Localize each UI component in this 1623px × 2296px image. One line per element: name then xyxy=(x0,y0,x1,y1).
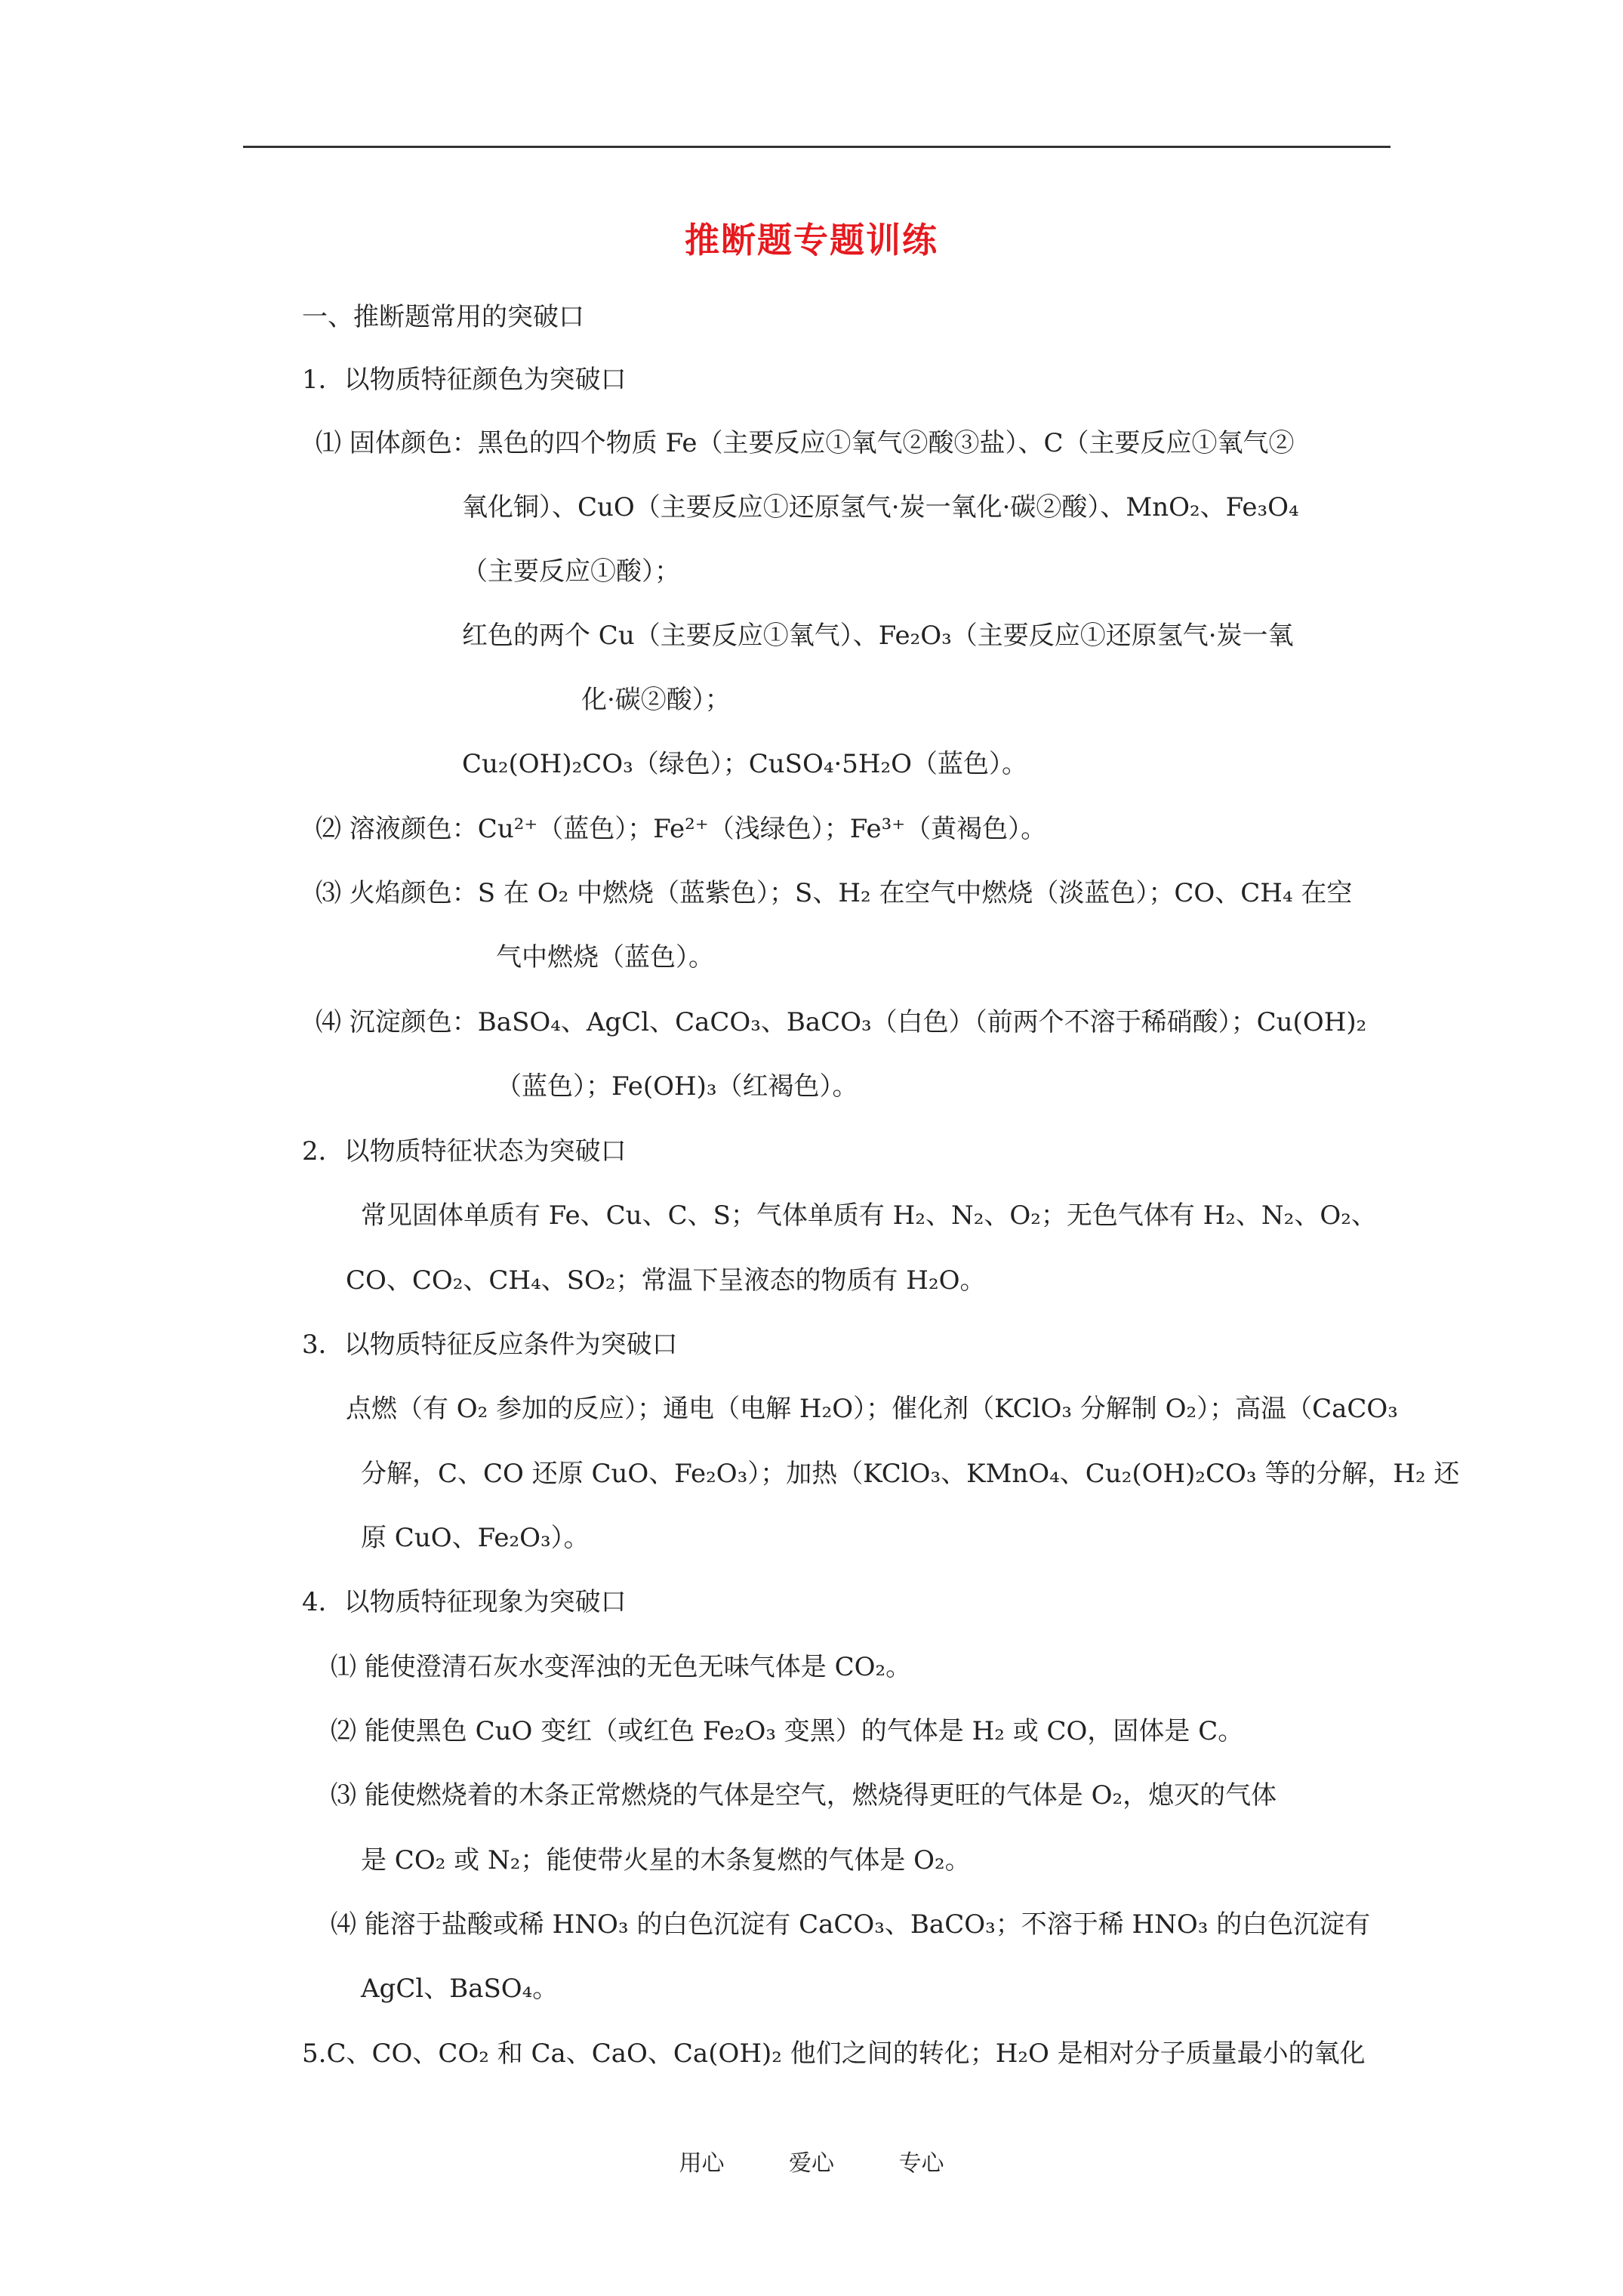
text-line: Cu₂(OH)₂CO₃（绿色）；CuSO₄·5H₂O（蓝色）。 xyxy=(462,749,1028,779)
text-line: ⑷ 能溶于盐酸或稀 HNO₃ 的白色沉淀有 CaCO₃、BaCO₃；不溶于稀 HNO₃ 的白色沉淀有 xyxy=(331,1909,1371,1940)
text-line: 5.C、CO、CO₂ 和 Ca、CaO、Ca(OH)₂ 他们之间的转化；H₂O 是相对分子质量最小的氧化 xyxy=(302,2039,1366,2069)
text-line: ⑵ 能使黑色 CuO 变红（或红色 Fe₂O₃ 变黑）的气体是 H₂ 或 CO，固体是 C。 xyxy=(331,1716,1244,1746)
text-line: ⑶ 能使燃烧着的木条正常燃烧的气体是空气，燃烧得更旺的气体是 O₂，熄灭的气体 xyxy=(331,1780,1277,1811)
text-line: （蓝色）；Fe(OH)₃（红褐色）。 xyxy=(496,1071,858,1102)
text-line: ⑵ 溶液颜色：Cu²⁺（蓝色）；Fe²⁺（浅绿色）；Fe³⁺（黄褐色）。 xyxy=(316,814,1047,844)
text-line: 氧化铜）、CuO（主要反应①还原氢气·炭一氧化·碳②酸）、MnO₂、Fe₃O₄ xyxy=(462,492,1299,522)
text-line: 常见固体单质有 Fe、Cu、C、S；气体单质有 H₂、N₂、O₂；无色气体有 H₂、N₂、O₂、 xyxy=(361,1200,1377,1231)
text-line: 化·碳②酸）； xyxy=(581,685,731,715)
footer-word: 爱心 xyxy=(789,2150,834,2177)
text-line: 4．以物质特征现象为突破口 xyxy=(302,1587,627,1617)
text-line: 红色的两个 Cu（主要反应①氧气）、Fe₂O₃（主要反应①还原氢气·炭一氧 xyxy=(462,621,1294,651)
text-line: CO、CO₂、CH₄、SO₂；常温下呈液态的物质有 H₂O。 xyxy=(346,1265,986,1296)
text-line: 点燃（有 O₂ 参加的反应）；通电（电解 H₂O）；催化剂（KClO₃ 分解制 O₂）；高温（CaCO₃ xyxy=(346,1394,1398,1424)
text-line: ⑴ 固体颜色：黑色的四个物质 Fe（主要反应①氧气②酸③盐）、C（主要反应①氧气② xyxy=(316,428,1295,458)
text-line: ⑴ 能使澄清石灰水变浑浊的无色无味气体是 CO₂。 xyxy=(331,1652,912,1682)
text-line: 一、推断题常用的突破口 xyxy=(302,302,584,332)
text-line: ⑷ 沉淀颜色：BaSO₄、AgCl、CaCO₃、BaCO₃（白色）（前两个不溶于稀硝酸）；Cu(OH)₂ xyxy=(316,1007,1367,1037)
text-line: ⑶ 火焰颜色：S 在 O₂ 中燃烧（蓝紫色）；S、H₂ 在空气中燃烧（淡蓝色）；CO、CH₄ 在空 xyxy=(316,878,1353,908)
text-line: （主要反应①酸）； xyxy=(462,556,680,587)
page-title: 推断题专题训练 xyxy=(685,220,938,260)
footer-word: 用心 xyxy=(679,2150,725,2177)
text-line: 分解，C、CO 还原 CuO、Fe₂O₃）；加热（KClO₃、KMnO₄、Cu₂(OH)₂CO₃ 等的分解，H₂ 还 xyxy=(361,1459,1460,1489)
text-line: AgCl、BaSO₄。 xyxy=(361,1974,559,2004)
page-footer xyxy=(0,2144,1623,2177)
text-line: 原 CuO、Fe₂O₃）。 xyxy=(361,1523,590,1553)
text-line: 3．以物质特征反应条件为突破口 xyxy=(302,1330,678,1360)
footer-word: 专心 xyxy=(898,2150,944,2177)
header-rule xyxy=(243,146,1390,148)
text-line: 是 CO₂ 或 N₂；能使带火星的木条复燃的气体是 O₂。 xyxy=(361,1845,971,1875)
text-line: 1．以物质特征颜色为突破口 xyxy=(302,365,627,395)
text-line: 气中燃烧（蓝色）。 xyxy=(496,942,714,972)
text-line: 2．以物质特征状态为突破口 xyxy=(302,1136,627,1166)
